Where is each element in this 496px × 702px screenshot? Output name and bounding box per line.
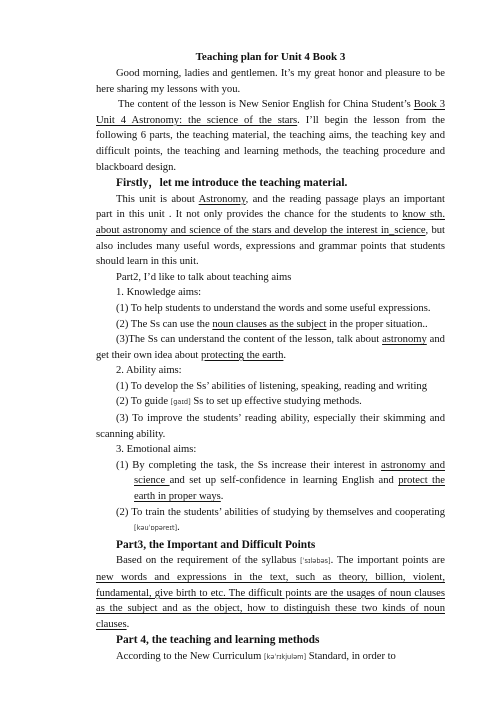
section-heading-material: Firstly，let me introduce the teaching material. xyxy=(116,177,348,190)
book-unit-link: Book 3 Unit 4 Astronomy: the science of the stars xyxy=(96,99,445,126)
p4-text-end: Standard, in order to xyxy=(306,650,396,662)
a2-text-end: Ss to set up effective studying methods. xyxy=(190,396,362,408)
astronomy-science-underline: astronomy and science xyxy=(134,459,446,487)
astronomy-underline-2: astronomy xyxy=(382,334,427,346)
content-text: The content of the lesson is New Senior English for China Student’s xyxy=(118,99,414,111)
content-paragraph xyxy=(96,97,445,175)
emotional-aims-heading: 3. Emotional aims: xyxy=(116,444,197,456)
e2-text-end: . xyxy=(177,522,180,534)
a2-text: (2) To guide xyxy=(116,396,171,408)
ability-aims-heading: 2. Ability aims: xyxy=(116,365,182,377)
document-body xyxy=(96,50,445,666)
e1-text: (1) By completing the task, the Ss increase their interest in xyxy=(116,459,382,471)
emotional-aim-2 xyxy=(96,505,445,537)
section-heading-methods: Part 4, the teaching and learning methods xyxy=(116,634,320,647)
intro-paragraph xyxy=(96,66,445,97)
p4-text: According to the New Curriculum xyxy=(116,650,264,662)
phonetic-curriculum: [kəˈrɪkjuləm] xyxy=(263,652,307,661)
e1-text-cont: and set up self-confidence in learning English and xyxy=(169,475,399,487)
phonetic-syllabus: [ˈsɪləbəs] xyxy=(300,557,331,566)
p3-text-end: . xyxy=(126,618,130,630)
aims-intro: Part2, I’d like to talk about teaching aims xyxy=(116,271,292,283)
e2-text: (2) To train the students’ abilities of studying by themselves and cooperating xyxy=(116,506,445,518)
methods-paragraph xyxy=(96,649,445,666)
p3-text: Based on the requirement of the syllabus xyxy=(116,555,301,567)
intro-text: Good morning, ladies and gentlemen. It’s my great honor and pleasure to be here sharing my lessons with you. xyxy=(96,68,445,95)
points-paragraph xyxy=(96,553,445,632)
ability-aim-3: (3) To improve the students’ reading ability, especially their skimming and scanning ability. xyxy=(96,413,445,440)
material-text-end: , but also includes many useful words, expressions and grammar points that students should learn in this unit. xyxy=(96,224,445,268)
knowledge-underline: know sth. about astronomy and science of the stars and develop the interest in_science xyxy=(96,209,445,236)
e1-text-end: . xyxy=(220,491,224,503)
content-text-cont: . I’ll begin the lesson from the following 6 parts, the teaching material, the teaching aims, the teaching key and difficult points, the teaching and learning methods, the teaching procedure and blackboard design. xyxy=(96,114,446,173)
k3-text-cont: and get their own idea about xyxy=(96,334,445,361)
material-text-cont: , and the reading passage plays an important part in this unit . It not only provides the chance for the students to xyxy=(96,193,445,221)
emotional-aim-1 xyxy=(96,458,445,505)
knowledge-aim-2 xyxy=(96,317,445,333)
material-paragraph xyxy=(96,192,445,270)
astronomy-underline: Astronomy xyxy=(198,193,246,205)
ability-aim-2 xyxy=(96,394,445,411)
k2-text-end: in the proper situation.. xyxy=(326,318,428,330)
noun-clause-underline: noun clauses as the subject xyxy=(212,318,327,330)
protect-earth-ways-underline: protect the earth in proper ways xyxy=(134,475,445,503)
k3-text: (3)The Ss can understand the content of the lesson, talk about xyxy=(116,334,383,346)
knowledge-aim-1: (1) To help students to understand the words and some useful expressions. xyxy=(116,302,431,314)
k2-text: (2) The Ss can use the xyxy=(116,318,213,330)
phonetic-guide: [gaɪd] xyxy=(170,398,191,407)
knowledge-aim-3 xyxy=(96,332,445,363)
key-points-underline: new words and expressions in the text, such as theory, billion, violent, fundamental, give birth to etc. The difficult points are the usages of noun clauses as the subject and as the object, how to distinguish these two kinds of noun clauses xyxy=(96,572,445,630)
phonetic-cooperate: [kəuˈɒpəreɪt] xyxy=(134,524,178,533)
page-title: Teaching plan for Unit 4 Book 3 xyxy=(195,51,346,63)
material-text: This unit is about xyxy=(116,193,199,205)
knowledge-aims-heading: 1. Knowledge aims: xyxy=(116,287,202,299)
protect-earth-underline: protecting the earth xyxy=(201,349,284,361)
p3-text-cont: . The important points are xyxy=(330,555,445,567)
ability-aim-1: (1) To develop the Ss’ abilities of listening, speaking, reading and writing xyxy=(116,380,428,392)
section-heading-points: Part3, the Important and Difficult Points xyxy=(116,538,316,551)
k3-text-end: . xyxy=(283,349,287,361)
